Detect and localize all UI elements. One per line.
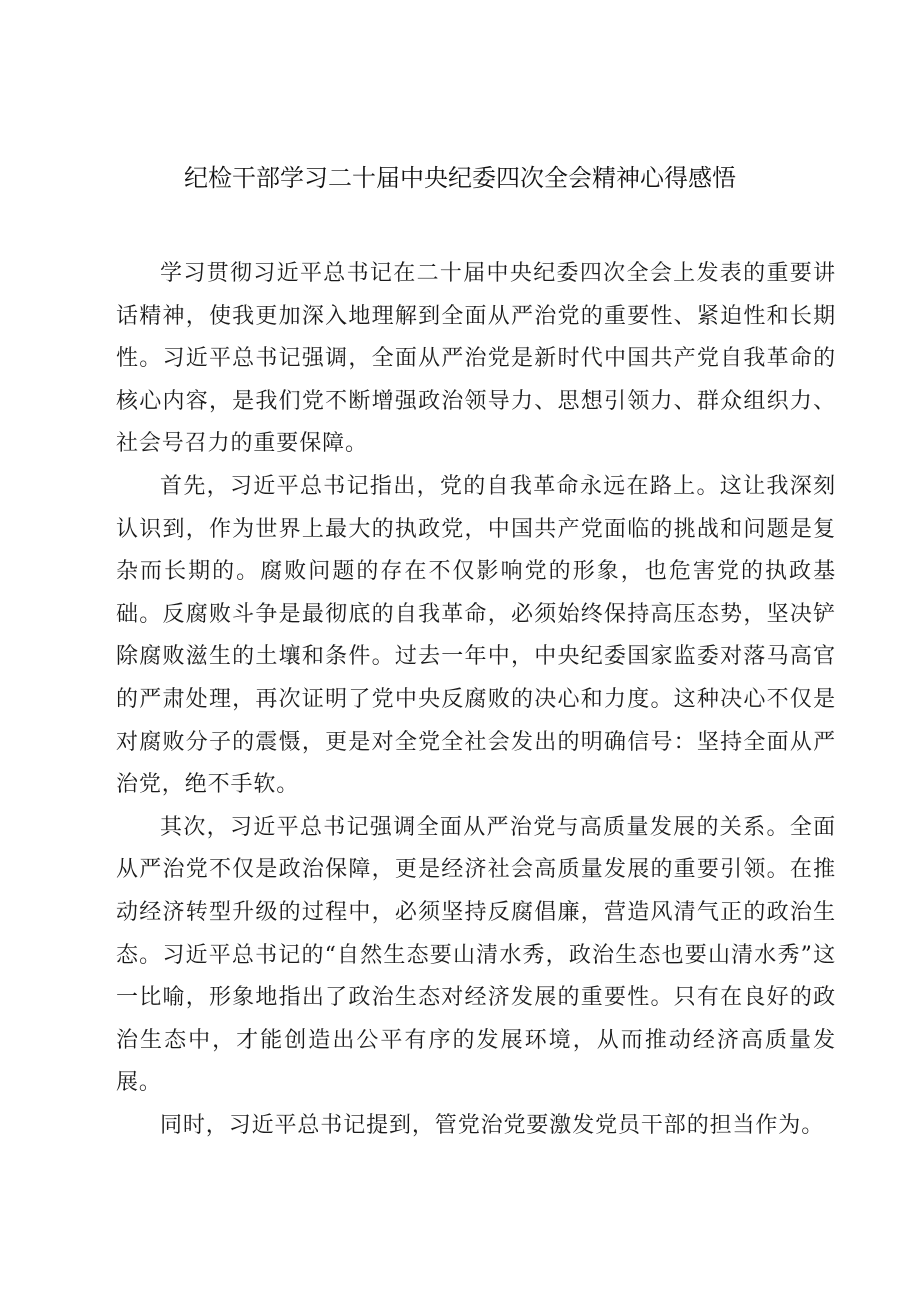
paragraph-third: 同时，习近平总书记提到，管党治党要激发党员干部的担当作为。 xyxy=(160,1112,825,1138)
paragraph-intro: 学习贯彻习近平总书记在二十届中央纪委四次全会上发表的重要讲话精神，使我更加深入地理解到全面从严治党的重要性、紧迫性和长期性。习近平总书记强调，全面从严治党是新时代中国共产党自我革命的核心内容，是我们党不断增强政治领导力、思想引领力、群众组织力、社会号召力的重要保障。 xyxy=(116,261,836,457)
document-title: 纪检干部学习二十届中央纪委四次全会精神心得感悟 xyxy=(184,164,736,192)
paragraph-second: 其次，习近平总书记强调全面从严治党与高质量发展的关系。全面从严治党不仅是政治保障，更是经济社会高质量发展的重要引领。在推动经济转型升级的过程中，必须坚持反腐倡廉，营造风清气正的政治生态。习近平总书记的“自然生态要山清水秀，政治生态也要山清水秀”这一比喻，形象地指出了政治生态对经济发展的重要性。只有在良好的政治生态中，才能创造出公平有序的发展环境，从而推动经济高质量发展。 xyxy=(116,814,836,1096)
document-body xyxy=(116,253,836,1147)
paragraph-first: 首先，习近平总书记指出，党的自我革命永远在路上。这让我深刻认识到，作为世界上最大的执政党，中国共产党面临的挑战和问题是复杂而长期的。腐败问题的存在不仅影响党的形象，也危害党的执政基础。反腐败斗争是最彻底的自我革命，必须始终保持高压态势，坚决铲除腐败滋生的土壤和条件。过去一年中，中央纪委国家监委对落马高官的严肃处理，再次证明了党中央反腐败的决心和力度。这种决心不仅是对腐败分子的震慑，更是对全党全社会发出的明确信号：坚持全面从严治党，绝不手软。 xyxy=(116,473,836,798)
